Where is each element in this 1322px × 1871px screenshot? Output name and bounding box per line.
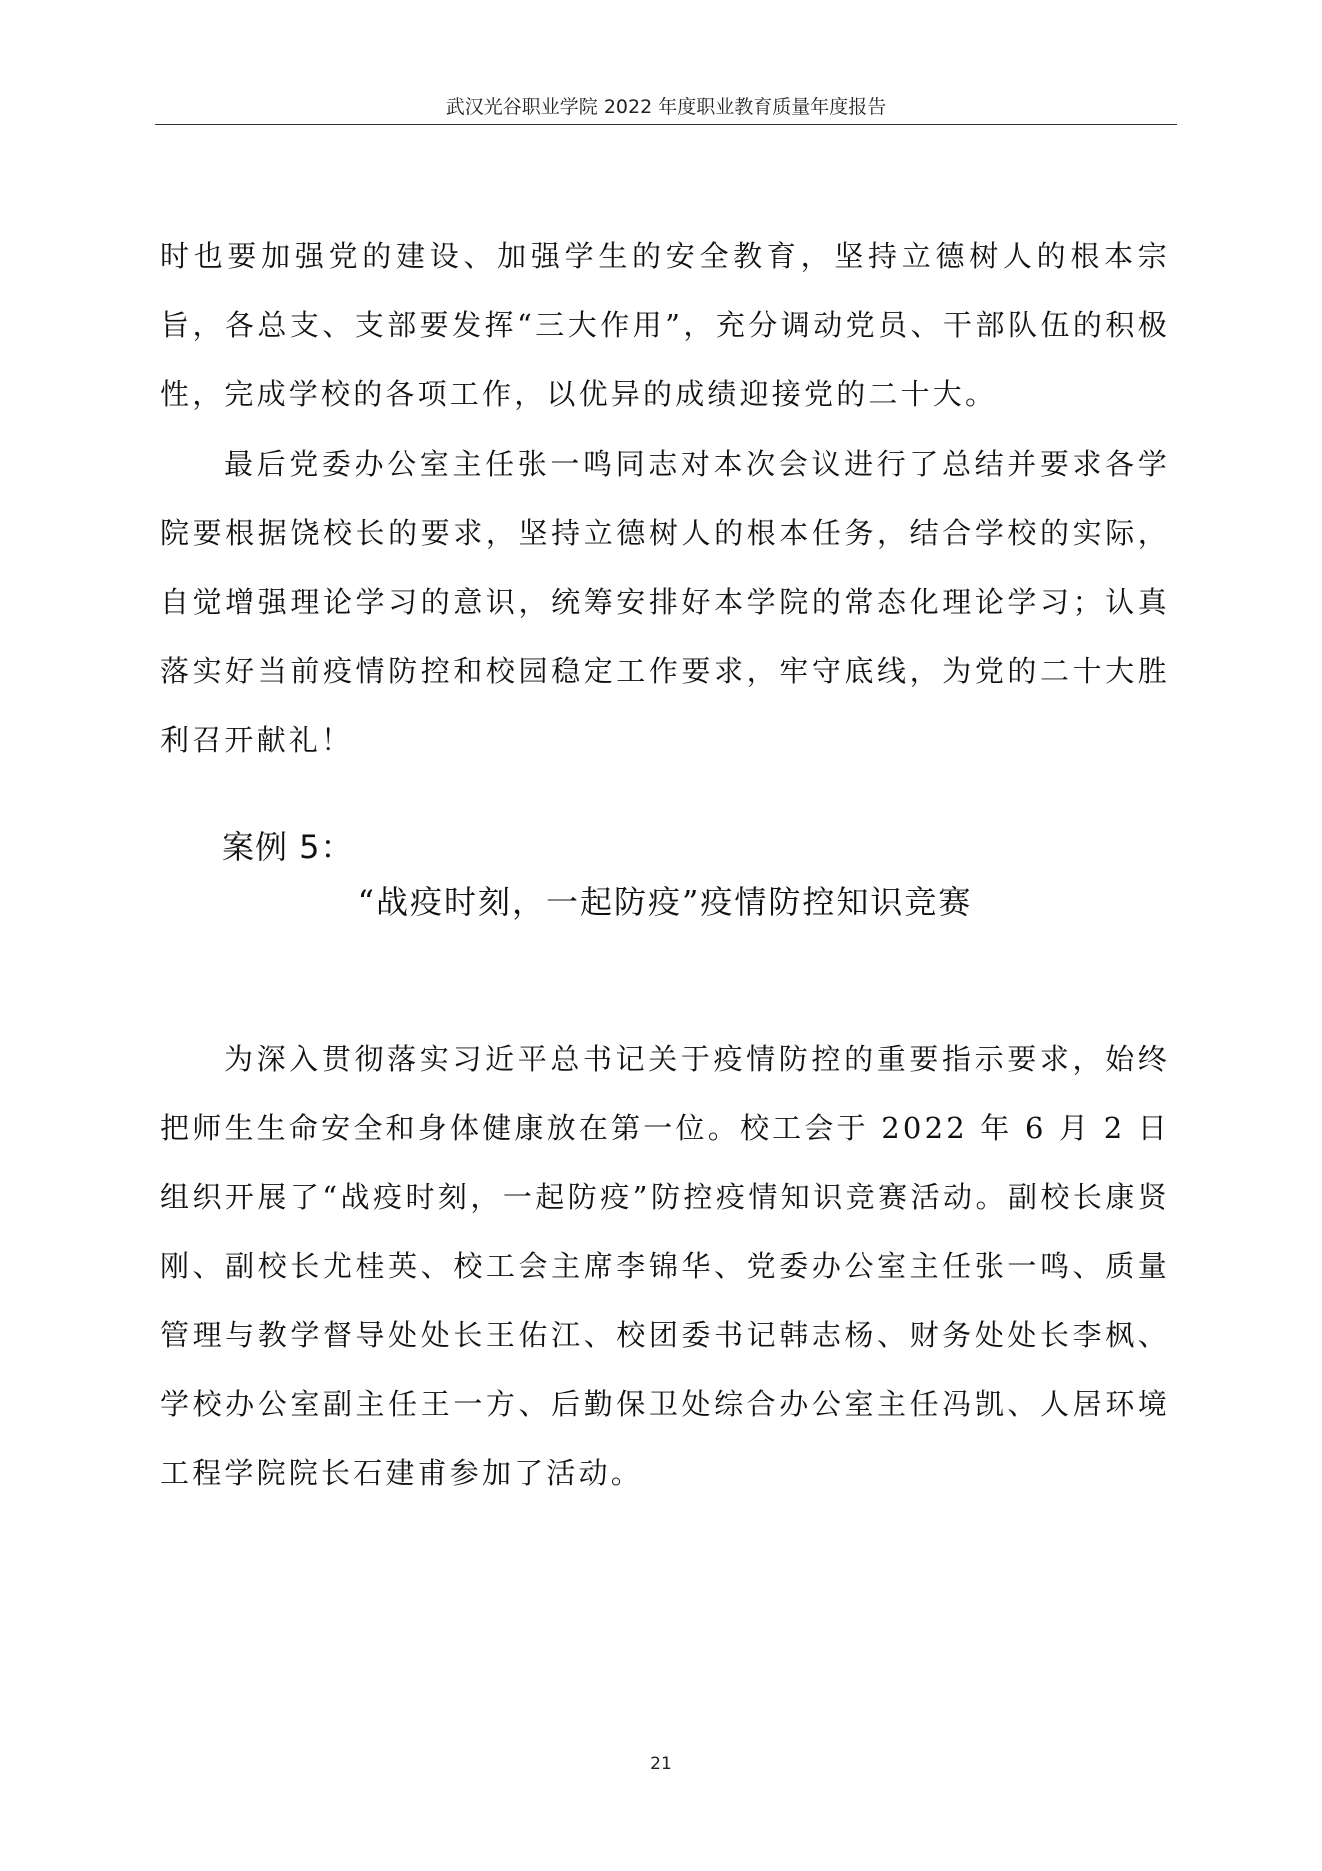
case-label: 案例 5： bbox=[222, 828, 354, 866]
header-divider bbox=[155, 124, 1177, 125]
running-header: 武汉光谷职业学院 2022 年度职业教育质量年度报告 bbox=[445, 96, 887, 118]
body-paragraph-summary: 最后党委办公室主任张一鸣同志对本次会议进行了总结并要求各学院要根据饶校长的要求，坚持立德树人的根本任务，结合学校的实际，自觉增强理论学习的意识，统筹安排好本学院的常态化理论学习；认真落实好当前疫情防控和校园稳定工作要求，牢守底线，为党的二十大胜利召开献礼！ bbox=[160, 447, 1170, 757]
case-title: “战疫时刻，一起防疫”疫情防控知识竞赛 bbox=[357, 883, 973, 921]
body-paragraph-case: 为深入贯彻落实习近平总书记关于疫情防控的重要指示要求，始终把师生生命安全和身体健康放在第一位。校工会于 2022 年 6 月 2 日组织开展了“战疫时刻，一起防疫”防控疫情知识竞赛活动。副校长康贤刚、副校长尤桂英、校工会主席李锦华、党委办公室主任张一鸣、质量管理与教学督导处处长王佑江、校团委书记韩志杨、财务处处长李枫、学校办公室副主任王一方、后勤保卫处综合办公室主任冯凯、人居环境工程学院院长石建甫参加了活动。 bbox=[160, 1042, 1170, 1490]
body-paragraph-continued: 时也要加强党的建设、加强学生的安全教育，坚持立德树人的根本宗旨，各总支、支部要发挥“三大作用”，充分调动党员、干部队伍的积极性，完成学校的各项工作，以优异的成绩迎接党的二十大。 bbox=[160, 239, 1170, 411]
page-number: 21 bbox=[650, 1754, 672, 1774]
